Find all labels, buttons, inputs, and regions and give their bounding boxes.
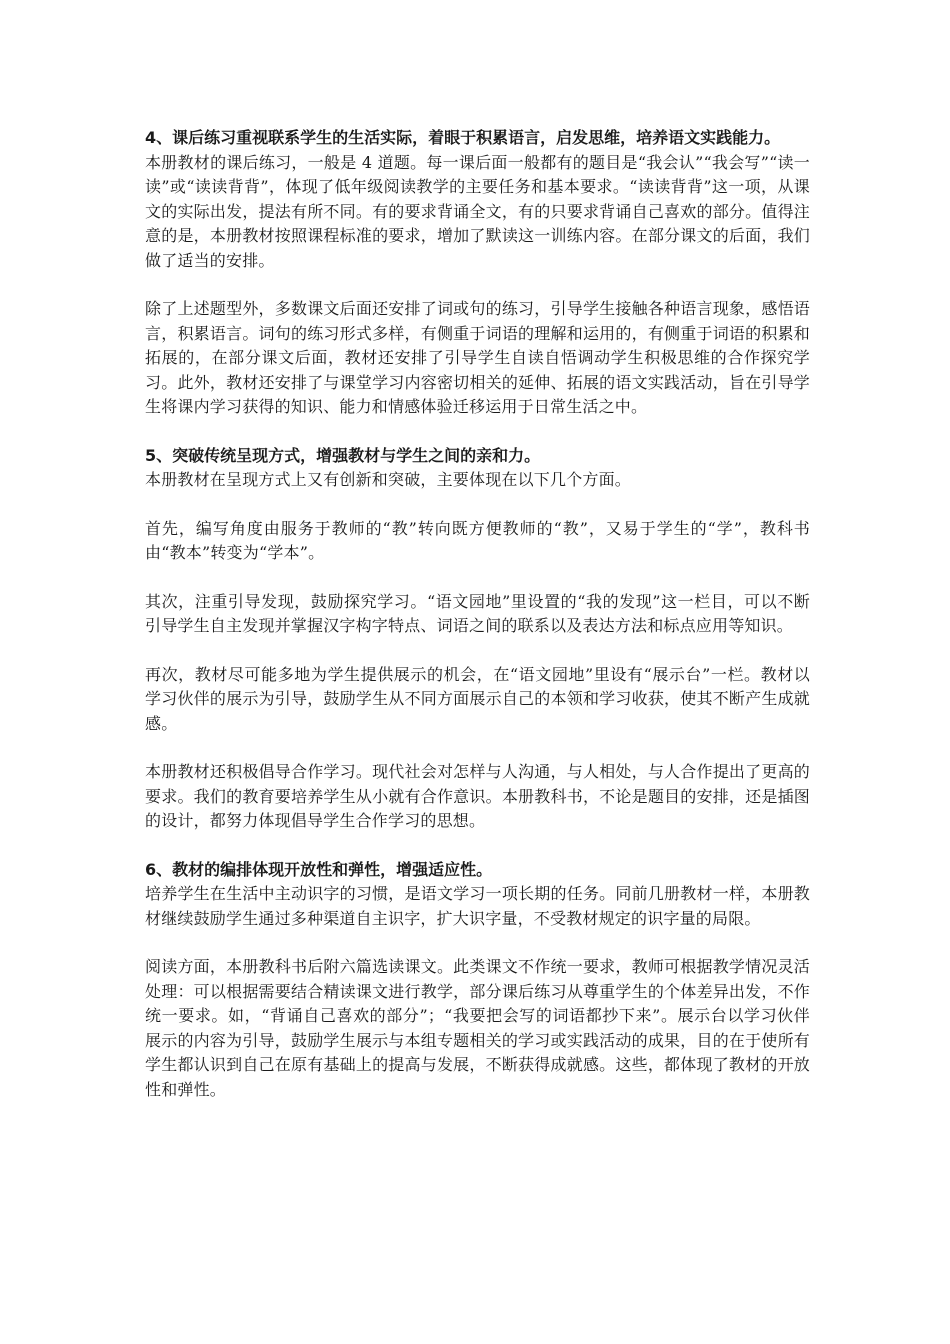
paragraph: 本册教材的课后练习，一般是 4 道题。每一课后面一般都有的题目是“我会认”“我会写”“读一读”或“读读背背”，体现了低年级阅读教学的主要任务和基本要求。“读读背背”这一项，从课文的实际出发，提法有所不同。有的要求背诵全文，有的只要求背诵自己喜欢的部分。值得注意的是，本册教材按照课程标准的要求，增加了默读这一训练内容。在部分课文的后面，我们做了适当的安排。 — [145, 152, 810, 270]
paragraph: 其次，注重引导发现，鼓励探究学习。“语文园地”里设置的“我的发现”这一栏目，可以不断引导学生自主发现并掌握汉字构字特点、词语之间的联系以及表达方法和标点应用等知识。 — [145, 591, 810, 635]
section-heading-4: 4、课后练习重视联系学生的生活实际，着眼于积累语言，启发思维，培养语文实践能力。 — [145, 128, 781, 147]
paragraph: 阅读方面，本册教科书后附六篇选读课文。此类课文不作统一要求，教师可根据教学情况灵活处理：可以根据需要结合精读课文进行教学，部分课后练习从尊重学生的个体差异出发，不作统一要求。如，“背诵自己喜欢的部分”；“我要把会写的词语都抄下来”。展示台以学习伙伴展示的内容为引导，鼓励学生展示与本组专题相关的学习或实践活动的成果，目的在于使所有学生都认识到自己在原有基础上的提高与发展，不断获得成就感。这些，都体现了教材的开放性和弹性。 — [145, 957, 810, 1099]
paragraph: 再次，教材尽可能多地为学生提供展示的机会，在“语文园地”里设有“展示台”一栏。教材以学习伙伴的展示为引导，鼓励学生从不同方面展示自己的本领和学习收获，使其不断产生成就感。 — [145, 664, 810, 733]
paragraph: 本册教材还积极倡导合作学习。现代社会对怎样与人沟通，与人相处，与人合作提出了更高的要求。我们的教育要培养学生从小就有合作意识。本册教科书，不论是题目的安排，还是插图的设计，都努力体现倡导学生合作学习的思想。 — [145, 762, 810, 830]
document-page — [145, 126, 810, 1102]
paragraph: 首先，编写角度由服务于教师的“教”转向既方便教师的“教”，又易于学生的“学”，教科书由“教本”转变为“学本”。 — [145, 518, 810, 562]
section-heading-6: 6、教材的编排体现开放性和弹性，增强适应性。 — [145, 859, 493, 879]
paragraph: 本册教材在呈现方式上又有创新和突破，主要体现在以下几个方面。 — [145, 470, 632, 489]
paragraph: 培养学生在生活中主动识字的习惯，是语文学习一项长期的任务。同前几册教材一样，本册教材继续鼓励学生通过多种渠道自主识字，扩大识字量，不受教材规定的识字量的局限。 — [145, 884, 810, 928]
section-heading-5: 5、突破传统呈现方式，增强教材与学生之间的亲和力。 — [145, 445, 541, 465]
paragraph: 除了上述题型外，多数课文后面还安排了词或句的练习，引导学生接触各种语言现象，感悟语言，积累语言。词句的练习形式多样，有侧重于词语的理解和运用的，有侧重于词语的积累和拓展的，在部分课文后面，教材还安排了引导学生自读自悟调动学生积极思维的合作探究学习。此外，教材还安排了与课堂学习内容密切相关的延伸、拓展的语文实践活动，旨在引导学生将课内学习获得的知识、能力和情感体验迁移运用于日常生活之中。 — [145, 299, 810, 416]
